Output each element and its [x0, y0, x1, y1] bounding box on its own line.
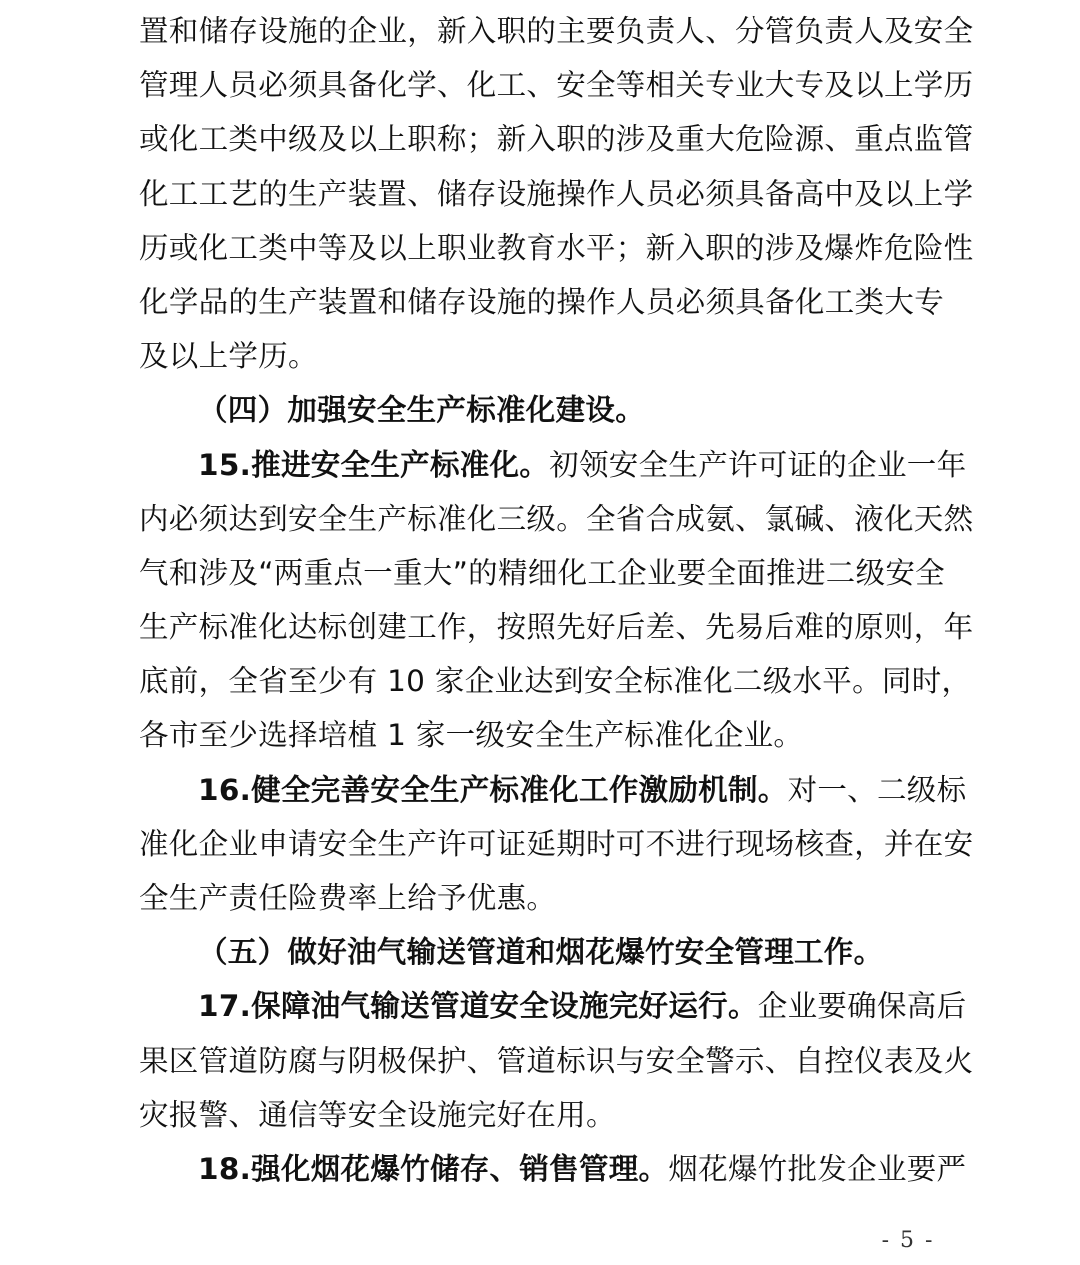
- text-line: 内必须达到安全生产标准化三级。全省合成氨、氯碱、液化天然: [139, 501, 974, 536]
- item-first-line: [139, 979, 967, 1033]
- text-line: 灾报警、通信等安全设施完好在用。: [139, 1097, 616, 1132]
- text-line: 底前，全省至少有 10 家企业达到安全标准化二级水平。同时，: [139, 664, 972, 699]
- text-line: 化工工艺的生产装置、储存设施操作人员必须具备高中及以上学: [139, 176, 974, 211]
- text-line: 历或化工类中等及以上职业教育水平；新入职的涉及爆炸危险性: [139, 230, 974, 265]
- text-line: 置和储存设施的企业，新入职的主要负责人、分管负责人及安全: [139, 14, 974, 48]
- page-number: - 5 -: [881, 1228, 935, 1253]
- item-first-line: [139, 438, 967, 492]
- item-title: 18.强化烟花爆竹储存、销售管理。: [198, 1151, 669, 1186]
- text-line: 气和涉及“两重点一重大”的精细化工企业要全面推进二级安全: [139, 555, 945, 590]
- item-text: 企业要确保高后: [757, 989, 967, 1024]
- item-text: 对一、二级标: [787, 772, 967, 807]
- text-line: 管理人员必须具备化学、化工、安全等相关专业大专及以上学历: [139, 68, 974, 103]
- item-title: 17.保障油气输送管道安全设施完好运行。: [198, 989, 758, 1024]
- item-text: 烟花爆竹批发企业要严: [668, 1151, 967, 1186]
- text-line: 化学品的生产装置和储存设施的操作人员必须具备化工类大专: [139, 284, 944, 319]
- text-line: 准化企业申请安全生产许可证延期时可不进行现场核查，并在安: [139, 826, 974, 861]
- document-body: [139, 4, 974, 1196]
- section-heading: （五）做好油气输送管道和烟花爆竹安全管理工作。: [198, 935, 884, 970]
- item-first-line: [139, 763, 967, 817]
- text-line: 各市至少选择培植 1 家一级安全生产标准化企业。: [139, 718, 804, 753]
- item-text: 初领安全生产许可证的企业一年: [549, 447, 967, 482]
- section-heading: （四）加强安全生产标准化建设。: [198, 393, 646, 428]
- text-line: 及以上学历。: [139, 339, 318, 374]
- text-line: 或化工类中级及以上职称；新入职的涉及重大危险源、重点监管: [139, 122, 974, 157]
- text-line: 全生产责任险费率上给予优惠。: [139, 881, 557, 915]
- item-title: 16.健全完善安全生产标准化工作激励机制。: [198, 772, 788, 807]
- item-first-line: [139, 1142, 967, 1196]
- item-title: 15.推进安全生产标准化。: [198, 447, 550, 482]
- text-line: 生产标准化达标创建工作，按照先好后差、先易后难的原则，年: [139, 610, 974, 645]
- text-line: 果区管道防腐与阴极保护、管道标识与安全警示、自控仪表及火: [139, 1043, 974, 1078]
